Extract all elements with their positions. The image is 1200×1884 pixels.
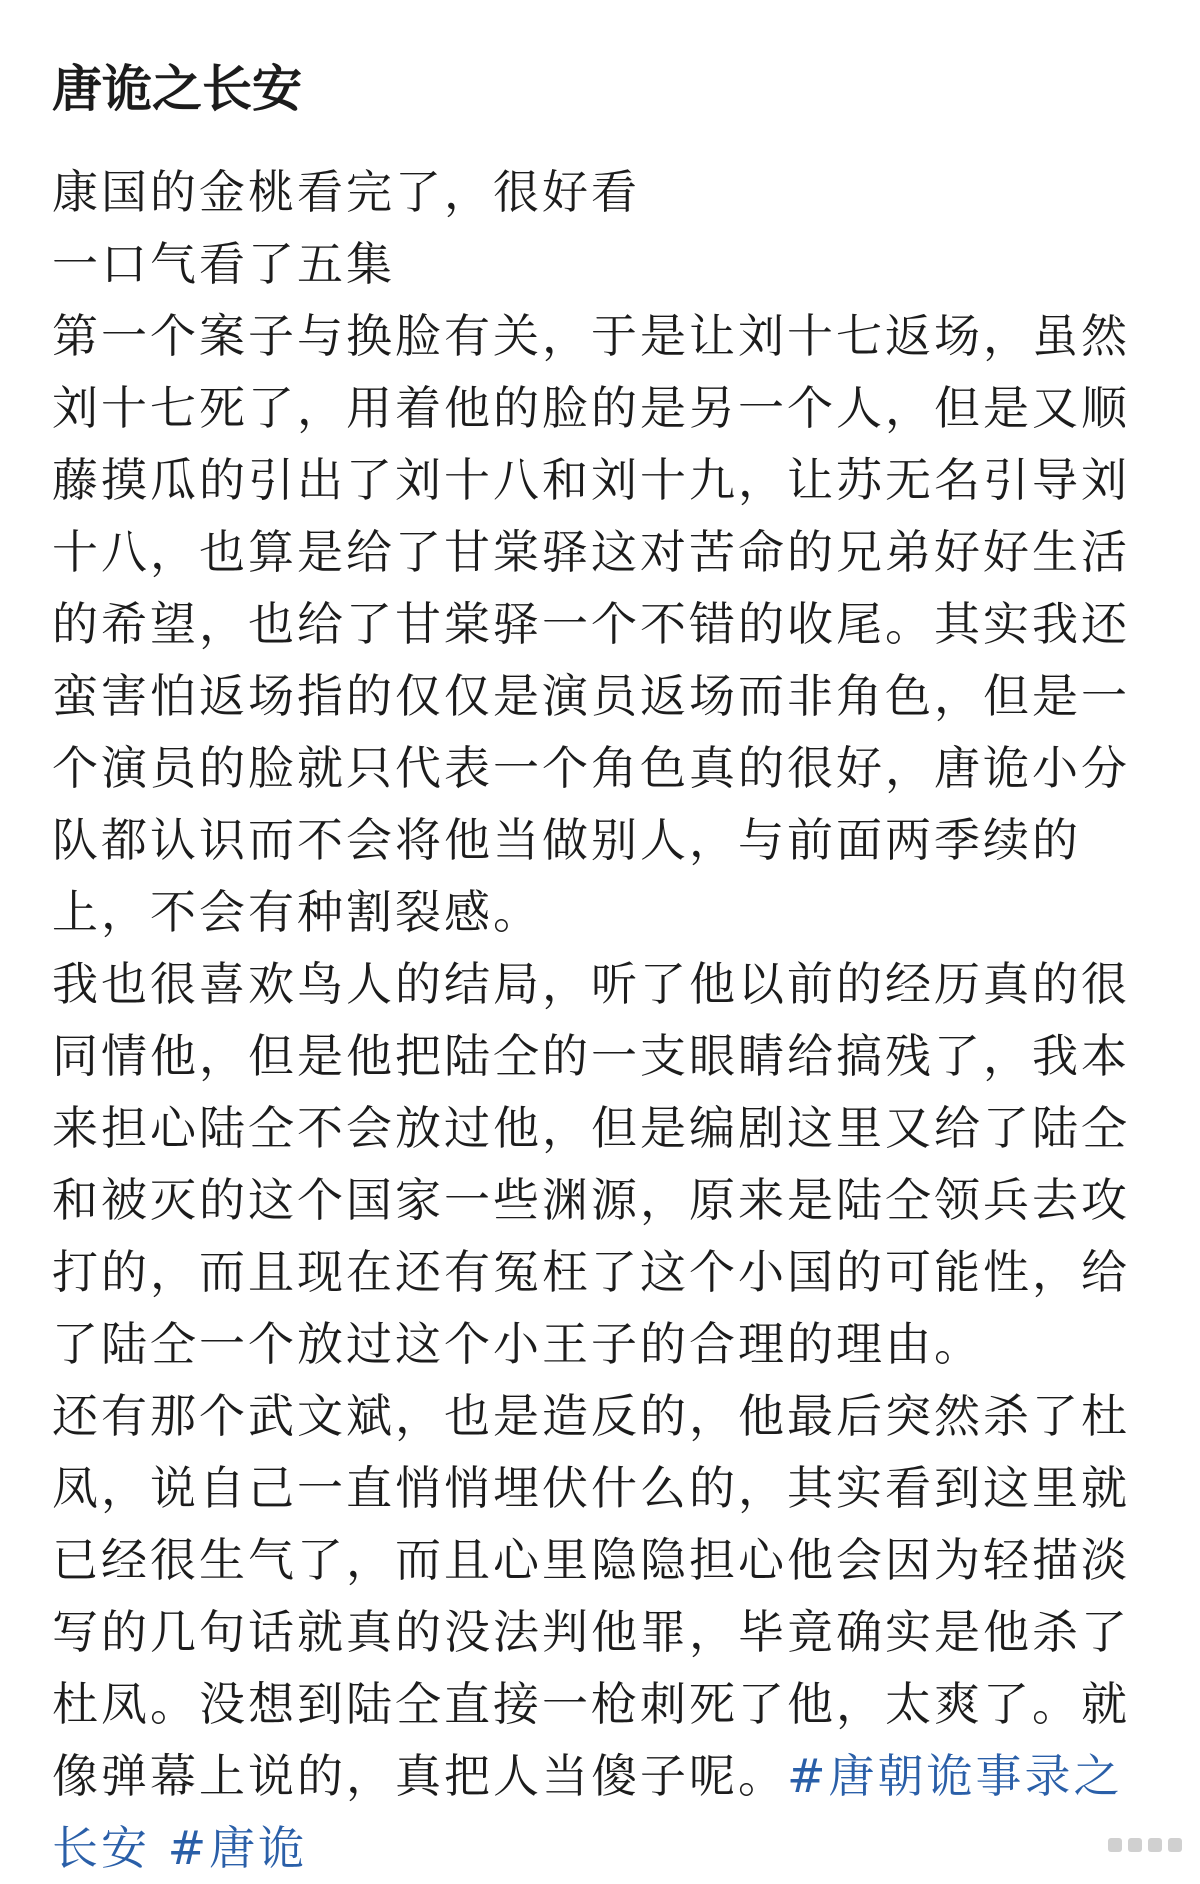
post <box>52 52 1160 1884</box>
hashtag-link-tanggui[interactable]: #唐诡 <box>167 1821 308 1875</box>
hashtag-line <box>52 1812 1160 1884</box>
post-line-with-hashtag <box>52 1740 1160 1812</box>
post-line: 我也很喜欢鸟人的结局，听了他以前的经历真的很 <box>52 957 1130 1011</box>
watermark-dot <box>1108 1838 1122 1852</box>
post-line: 一口气看了五集 <box>52 237 395 291</box>
post-line: 写的几句话就真的没法判他罪，毕竟确实是他杀了 <box>52 1605 1130 1659</box>
post-line: 刘十七死了，用着他的脸的是另一个人，但是又顺 <box>52 381 1130 435</box>
watermark-dot <box>1168 1838 1182 1852</box>
hashtag-link-tangchao-guishilu[interactable]: #唐朝诡事录之 <box>787 1749 1123 1803</box>
watermark-dot <box>1128 1838 1142 1852</box>
post-line: 上，不会有种割裂感。 <box>52 885 542 939</box>
post-line: 杜凤。没想到陆仝直接一枪刺死了他，太爽了。就 <box>52 1677 1130 1731</box>
post-line: 和被灭的这个国家一些渊源，原来是陆仝领兵去攻 <box>52 1173 1130 1227</box>
watermark-dot <box>1148 1838 1162 1852</box>
post-line: 蛮害怕返场指的仅仅是演员返场而非角色，但是一 <box>52 669 1130 723</box>
post-line: 了陆仝一个放过这个小王子的合理的理由。 <box>52 1317 983 1371</box>
post-line: 凤，说自己一直悄悄埋伏什么的，其实看到这里就 <box>52 1461 1130 1515</box>
post-line: 同情他，但是他把陆仝的一支眼睛给搞残了，我本 <box>52 1029 1130 1083</box>
post-title: 唐诡之长安 <box>52 60 302 118</box>
post-line: 来担心陆仝不会放过他，但是编剧这里又给了陆仝 <box>52 1101 1130 1155</box>
watermark-dots <box>1108 1838 1182 1852</box>
post-line: 打的，而且现在还有冤枉了这个小国的可能性，给 <box>52 1245 1130 1299</box>
post-line: 十八，也算是给了甘棠驿这对苦命的兄弟好好生活 <box>52 525 1130 579</box>
post-line: 个演员的脸就只代表一个角色真的很好，唐诡小分 <box>52 741 1130 795</box>
post-line: 第一个案子与换脸有关，于是让刘十七返场，虽然 <box>52 309 1130 363</box>
post-body <box>52 156 1160 1884</box>
post-line: 康国的金桃看完了，很好看 <box>52 165 640 219</box>
post-line-text: 像弹幕上说的，真把人当傻子呢。 <box>52 1749 787 1803</box>
hashtag-link-tangchao-guishilu-cont[interactable]: 长安 <box>52 1821 150 1875</box>
post-line: 队都认识而不会将他当做别人，与前面两季续的 <box>52 813 1081 867</box>
post-line: 还有那个武文斌，也是造反的，他最后突然杀了杜 <box>52 1389 1130 1443</box>
post-line: 的希望，也给了甘棠驿一个不错的收尾。其实我还 <box>52 597 1130 651</box>
post-line: 已经很生气了，而且心里隐隐担心他会因为轻描淡 <box>52 1533 1130 1587</box>
post-line: 藤摸瓜的引出了刘十八和刘十九，让苏无名引导刘 <box>52 453 1130 507</box>
